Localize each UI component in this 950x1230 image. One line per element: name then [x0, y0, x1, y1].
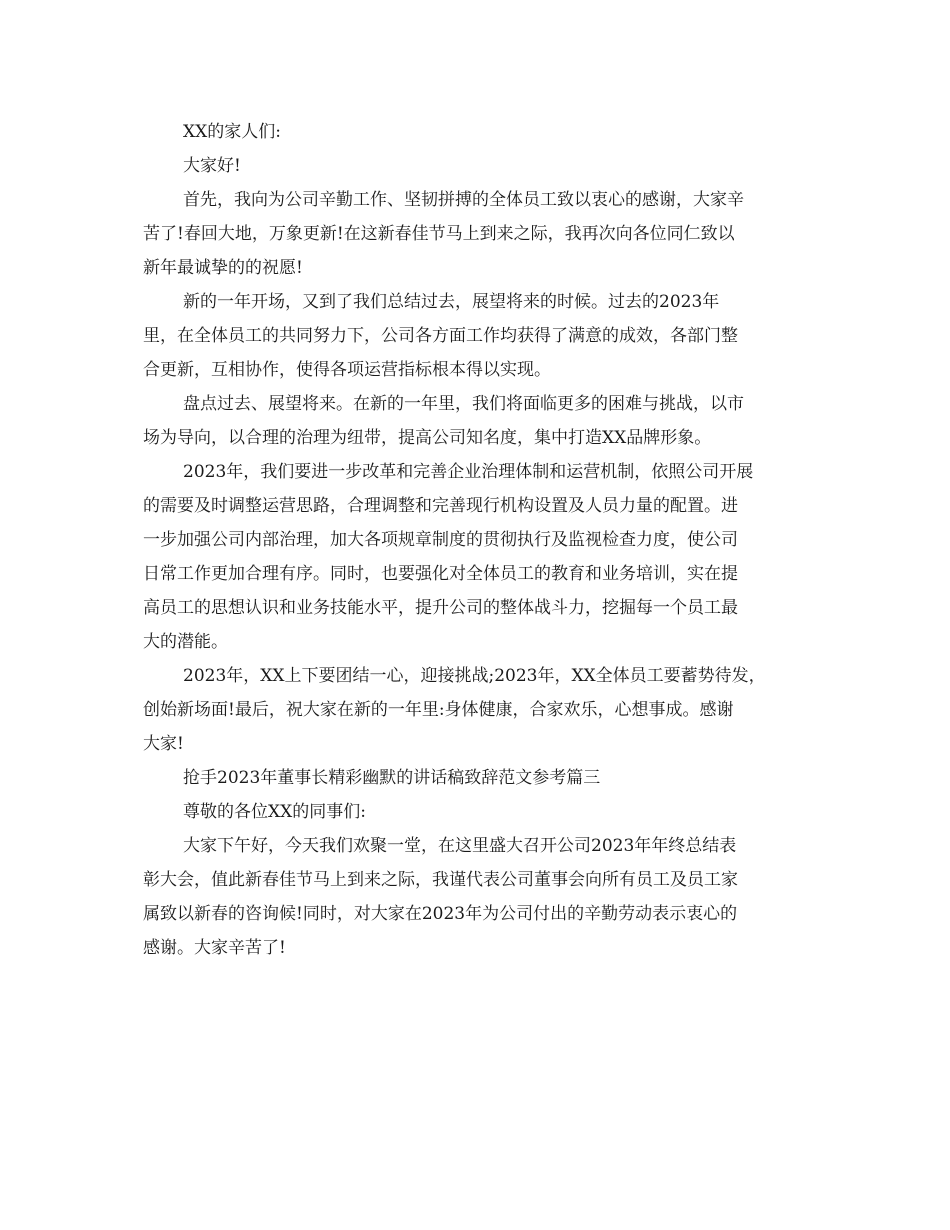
text-line: 大家下午好，今天我们欢聚一堂，在这里盛大召开公司2023年年终总结表 [183, 836, 737, 856]
text-line: 首先，我向为公司辛勤工作、坚韧拼搏的全体员工致以衷心的感谢，大家辛 [183, 190, 744, 210]
text-line: 大的潜能。 [143, 632, 228, 652]
text-line: XX的家人们: [183, 122, 281, 142]
text-line: 彰大会，值此新春佳节马上到来之际，我谨代表公司董事会向所有员工及员工家 [143, 870, 738, 890]
text-line: 2023年，XX上下要团结一心，迎接挑战;2023年，XX全体员工要蓄势待发， [183, 666, 766, 686]
document-page [143, 115, 803, 965]
text-line: 的需要及时调整运营思路，合理调整和完善现行机构设置及人员力量的配置。进 [143, 496, 738, 516]
text-line: 尊敬的各位XX的同事们: [183, 802, 366, 822]
section-heading: 抢手2023年董事长精彩幽默的讲话稿致辞范文参考篇三 [183, 768, 601, 788]
text-line: 感谢。大家辛苦了! [143, 938, 286, 958]
text-line: 盘点过去、展望将来。在新的一年里，我们将面临更多的困难与挑战，以市 [183, 394, 744, 414]
text-line: 里，在全体员工的共同努力下，公司各方面工作均获得了满意的成效，各部门整 [143, 326, 738, 346]
text-line: 高员工的思想认识和业务技能水平，提升公司的整体战斗力，挖掘每一个员工最 [143, 598, 738, 618]
text-line: 新年最诚挚的的祝愿! [143, 258, 303, 278]
text-line: 日常工作更加合理有序。同时，也要强化对全体员工的教育和业务培训，实在提 [143, 564, 738, 584]
text-line: 场为导向，以合理的治理为纽带，提高公司知名度，集中打造XX品牌形象。 [143, 428, 712, 448]
text-line: 属致以新春的咨询候!同时，对大家在2023年为公司付出的辛勤劳动表示衷心的 [143, 904, 738, 924]
text-line: 苦了!春回大地，万象更新!在这新春佳节马上到来之际，我再次向各位同仁致以 [143, 224, 735, 244]
text-line: 2023年，我们要进一步改革和完善企业治理体制和运营机制，依照公司开展 [183, 462, 754, 482]
text-line: 一步加强公司内部治理，加大各项规章制度的贯彻执行及监视检查力度，使公司 [143, 530, 738, 550]
text-line: 大家好! [183, 156, 241, 176]
text-line: 合更新，互相协作，使得各项运营指标根本得以实现。 [143, 360, 551, 380]
text-line: 大家! [143, 734, 184, 754]
text-line: 新的一年开场，又到了我们总结过去，展望将来的时候。过去的2023年 [183, 292, 720, 312]
text-line: 创始新场面!最后，祝大家在新的一年里:身体健康，合家欢乐，心想事成。感谢 [143, 700, 734, 720]
